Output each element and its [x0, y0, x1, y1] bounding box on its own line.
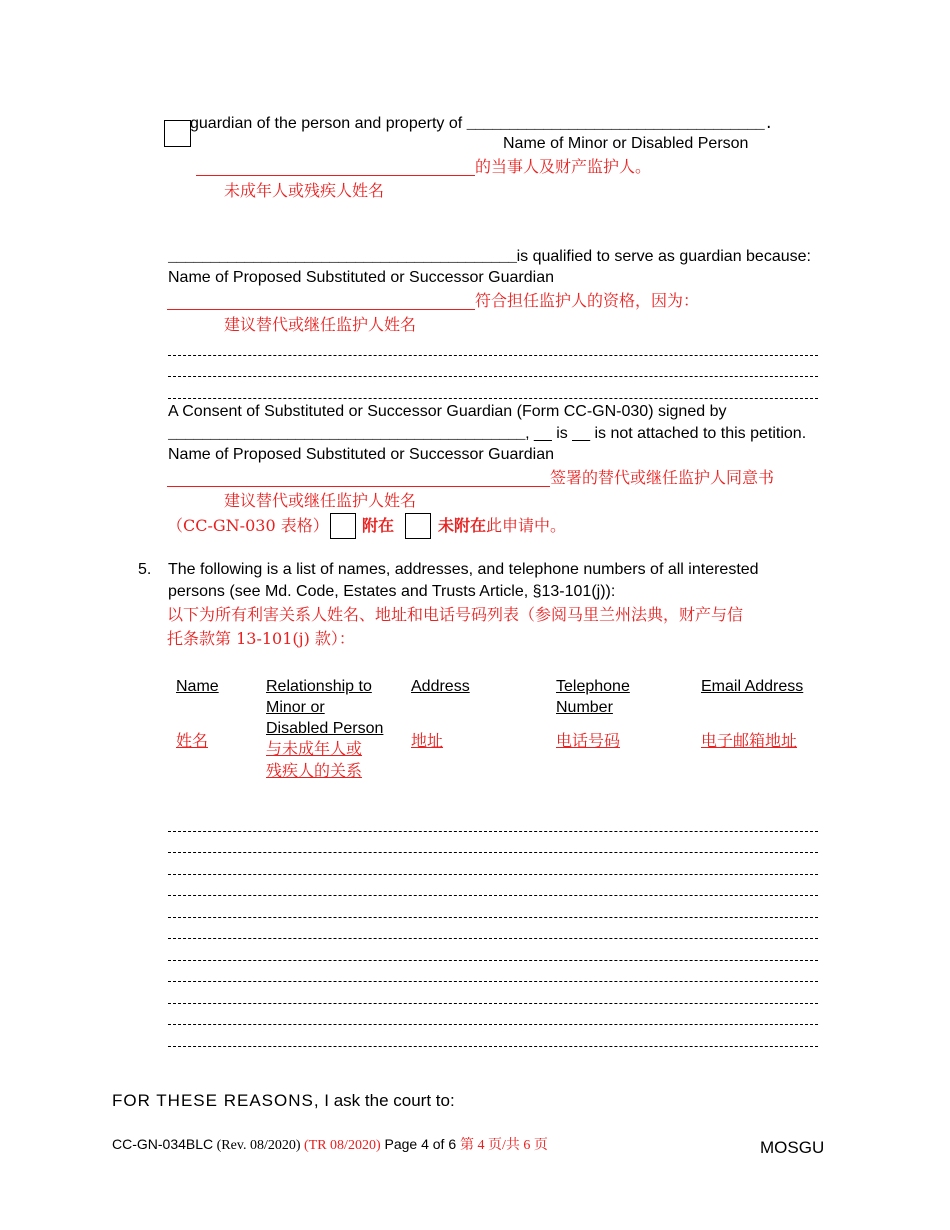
qualified-zh-text: 符合担任监护人的资格，因为：: [475, 291, 700, 310]
qualified-line: [168, 247, 811, 268]
consent-line1: A Consent of Substituted or Successor Guardian (Form CC-GN-030) signed by: [168, 403, 727, 420]
column-relationship-en-1: Relationship to: [266, 678, 372, 695]
section5-zh-line2: 托条款第 13-101(j) 款）：: [167, 629, 355, 648]
column-address-zh: 地址: [411, 731, 444, 750]
not-attached-line: [438, 516, 566, 536]
reason-line[interactable]: [168, 355, 818, 356]
reasons-caps: FOR THESE REASONS,: [112, 1091, 320, 1110]
consent-zh-form: （CC-GN-030 表格）: [167, 516, 329, 535]
section-number: 5.: [138, 561, 152, 578]
entry-line[interactable]: [168, 1003, 818, 1004]
entry-line[interactable]: [168, 960, 818, 961]
entry-line[interactable]: [168, 981, 818, 982]
column-email-en: Email Address: [701, 678, 804, 695]
section5-zh-line1: 以下为所有利害关系人姓名、地址和电话号码列表（参阅马里兰州法典，财产与信: [167, 605, 744, 624]
column-telephone: [556, 676, 630, 752]
successor-name-field[interactable]: _________________________________________: [168, 249, 517, 266]
column-relationship-en-3: Disabled Person: [266, 720, 384, 737]
entry-line[interactable]: [168, 874, 818, 875]
consent-zh-line: [167, 468, 774, 488]
column-address: [411, 676, 470, 752]
entry-line[interactable]: [168, 1024, 818, 1025]
footer-zh-page: 第 4 页/共 6 页: [460, 1138, 548, 1153]
minor-name-zh-caption: 未成年人或残疾人姓名: [224, 181, 385, 200]
consent-zh-caption: 建议替代或继任监护人姓名: [224, 491, 417, 510]
zh-successor-name-field[interactable]: [167, 291, 475, 310]
column-relationship-zh-1: 与未成年人或: [266, 739, 363, 758]
footer: [112, 1134, 548, 1154]
zh-consent-signer-field[interactable]: [167, 468, 550, 487]
column-email-zh: 电子邮箱地址: [701, 731, 798, 750]
entry-line[interactable]: [168, 852, 818, 853]
attached-label: 附在: [362, 516, 395, 535]
entry-line[interactable]: [168, 895, 818, 896]
entry-line[interactable]: [168, 938, 818, 939]
reasons-rest: I ask the court to:: [319, 1091, 455, 1110]
consent-tail: is not attached to this petition.: [594, 425, 807, 442]
consent-zh-tail: 此申请中。: [486, 516, 567, 535]
reasons-line: [112, 1090, 455, 1112]
column-name: [176, 676, 219, 752]
column-telephone-en-2: Number: [556, 699, 613, 716]
consent-signer-field[interactable]: __________________________________________: [168, 426, 526, 443]
consent-sep2: __: [567, 425, 595, 442]
guardian-zh-line: [196, 157, 651, 177]
section5-line2: persons (see Md. Code, Estates and Trusts Article, §13-101(j)):: [168, 583, 616, 600]
consent-sep1: , __: [525, 425, 557, 442]
footer-tr: (TR 08/2020): [304, 1138, 381, 1153]
zh-minor-name-field[interactable]: [196, 157, 475, 176]
qualified-zh-line: [167, 291, 699, 311]
column-name-zh: 姓名: [176, 731, 209, 750]
successor-name-zh-caption: 建议替代或继任监护人姓名: [224, 315, 417, 334]
column-relationship-zh-2: 残疾人的关系: [266, 761, 363, 780]
successor-name-caption: Name of Proposed Substituted or Successor Guardian: [168, 269, 554, 286]
reason-line[interactable]: [168, 376, 818, 377]
consent-is: is: [556, 425, 568, 442]
minor-name-caption: Name of Minor or Disabled Person: [503, 135, 749, 152]
entry-line[interactable]: [168, 1046, 818, 1047]
column-relationship-en-2: Minor or: [266, 699, 325, 716]
attached-checkbox[interactable]: [330, 513, 356, 539]
guardian-zh-text: 的当事人及财产监护人。: [475, 157, 652, 176]
consent-caption: Name of Proposed Substituted or Successor Guardian: [168, 446, 554, 463]
consent-line2: [168, 424, 806, 445]
footer-code: MOSGU: [760, 1138, 825, 1157]
qualified-text: is qualified to serve as guardian because:: [516, 248, 811, 265]
reason-line[interactable]: [168, 398, 818, 399]
column-email: [701, 676, 803, 752]
section5-line1: The following is a list of names, addresses, and telephone numbers of all interested: [168, 561, 759, 578]
guardian-text: guardian of the person and property of: [190, 115, 467, 132]
column-name-en: Name: [176, 678, 219, 695]
not-attached-label: 未附在: [438, 516, 487, 535]
footer-page: Page 4 of 6: [380, 1136, 461, 1152]
guardian-checkbox[interactable]: [164, 120, 191, 147]
entry-line[interactable]: [168, 917, 818, 918]
guardian-line: [190, 114, 773, 135]
consent-zh-text: 签署的替代或继任监护人同意书: [550, 468, 775, 487]
column-address-en: Address: [411, 678, 470, 695]
column-relationship: [266, 676, 383, 782]
footer-rev: (Rev. 08/2020): [213, 1138, 304, 1153]
not-attached-checkbox[interactable]: [405, 513, 431, 539]
entry-line[interactable]: [168, 831, 818, 832]
column-telephone-en-1: Telephone: [556, 678, 630, 695]
footer-form-id: CC-GN-034BLC: [112, 1136, 214, 1152]
column-telephone-zh: 电话号码: [556, 731, 621, 750]
minor-name-field[interactable]: ___________________________________.: [466, 116, 773, 133]
